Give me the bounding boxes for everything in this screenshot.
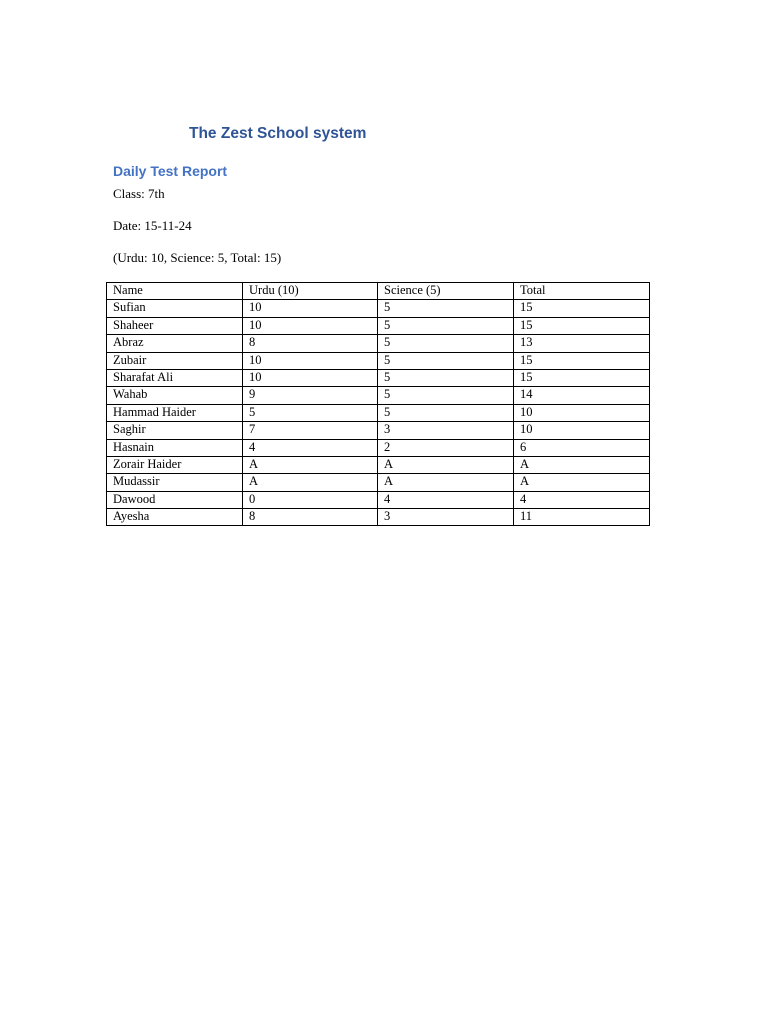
- class-line: Class: 7th: [113, 186, 165, 201]
- report-title: Daily Test Report: [113, 163, 228, 179]
- cell-name: Abraz: [107, 335, 243, 352]
- cell-total: A: [514, 456, 650, 473]
- table-row: [107, 387, 650, 404]
- header-urdu: Urdu (10): [243, 283, 378, 300]
- cell-urdu: 9: [243, 387, 378, 404]
- cell-science: 5: [378, 369, 514, 386]
- cell-total: 11: [514, 509, 650, 526]
- cell-name: Zorair Haider: [107, 456, 243, 473]
- cell-urdu: A: [243, 456, 378, 473]
- cell-total: 4: [514, 491, 650, 508]
- cell-name: Zubair: [107, 352, 243, 369]
- cell-urdu: 10: [243, 352, 378, 369]
- cell-name: Sufian: [107, 300, 243, 317]
- cell-total: A: [514, 474, 650, 491]
- cell-name: Sharafat Ali: [107, 369, 243, 386]
- date-line: Date: 15-11-24: [113, 218, 192, 233]
- cell-science: 5: [378, 335, 514, 352]
- cell-name: Saghir: [107, 422, 243, 439]
- table-row: [107, 456, 650, 473]
- cell-urdu: 10: [243, 317, 378, 334]
- header-total: Total: [514, 283, 650, 300]
- table-row: [107, 509, 650, 526]
- cell-name: Hasnain: [107, 439, 243, 456]
- header-science: Science (5): [378, 283, 514, 300]
- cell-name: Wahab: [107, 387, 243, 404]
- cell-total: 14: [514, 387, 650, 404]
- cell-science: A: [378, 474, 514, 491]
- table-row: [107, 352, 650, 369]
- cell-total: 15: [514, 317, 650, 334]
- cell-name: Ayesha: [107, 509, 243, 526]
- table-row: [107, 369, 650, 386]
- cell-name: Shaheer: [107, 317, 243, 334]
- cell-total: 15: [514, 369, 650, 386]
- cell-urdu: 10: [243, 369, 378, 386]
- table-row: [107, 474, 650, 491]
- table-row: [107, 300, 650, 317]
- cell-urdu: 10: [243, 300, 378, 317]
- cell-name: Dawood: [107, 491, 243, 508]
- cell-urdu: 4: [243, 439, 378, 456]
- table-header-row: [107, 283, 650, 300]
- table-row: [107, 404, 650, 421]
- school-title: The Zest School system: [189, 125, 367, 142]
- cell-urdu: A: [243, 474, 378, 491]
- cell-total: 10: [514, 404, 650, 421]
- marks-line: (Urdu: 10, Science: 5, Total: 15): [113, 250, 282, 265]
- cell-urdu: 0: [243, 491, 378, 508]
- cell-name: Mudassir: [107, 474, 243, 491]
- cell-science: 4: [378, 491, 514, 508]
- cell-name: Hammad Haider: [107, 404, 243, 421]
- cell-science: 3: [378, 509, 514, 526]
- cell-science: 2: [378, 439, 514, 456]
- cell-science: 5: [378, 317, 514, 334]
- cell-urdu: 8: [243, 509, 378, 526]
- table-row: [107, 439, 650, 456]
- table-row: [107, 317, 650, 334]
- cell-science: 3: [378, 422, 514, 439]
- scores-table: [106, 282, 650, 526]
- cell-total: 10: [514, 422, 650, 439]
- table-body: [107, 300, 650, 526]
- cell-science: 5: [378, 352, 514, 369]
- cell-total: 6: [514, 439, 650, 456]
- table-row: [107, 422, 650, 439]
- cell-science: 5: [378, 387, 514, 404]
- cell-total: 15: [514, 352, 650, 369]
- cell-urdu: 8: [243, 335, 378, 352]
- cell-urdu: 5: [243, 404, 378, 421]
- cell-total: 13: [514, 335, 650, 352]
- cell-total: 15: [514, 300, 650, 317]
- cell-science: A: [378, 456, 514, 473]
- cell-urdu: 7: [243, 422, 378, 439]
- table-row: [107, 335, 650, 352]
- table-row: [107, 491, 650, 508]
- cell-science: 5: [378, 404, 514, 421]
- header-name: Name: [107, 283, 243, 300]
- cell-science: 5: [378, 300, 514, 317]
